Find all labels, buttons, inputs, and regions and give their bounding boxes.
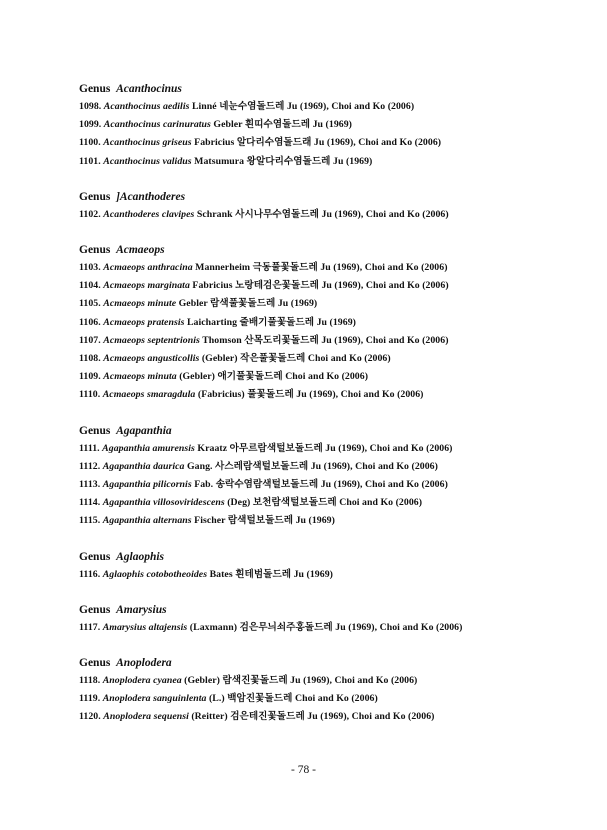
species-name: Aglaophis cotobotheoides <box>102 568 208 580</box>
korean-name: 애기풀꽃돌드레 <box>217 371 283 383</box>
species-author: (Gebler) <box>184 675 220 687</box>
species-name: Acanthocinus validus <box>103 155 192 167</box>
species-author: Laicharting <box>186 316 238 328</box>
species-author: Mannerheim <box>195 262 251 274</box>
entry-number: 1114. <box>79 497 101 509</box>
genus-name: Agapanthia <box>116 424 172 437</box>
genus-name: Anoplodera <box>116 657 172 670</box>
species-entry <box>79 476 589 494</box>
species-author: Fischer <box>194 515 226 527</box>
korean-name: 왕알다리수염돌드레 <box>246 155 331 167</box>
entry-references: Ju (1969), Choi and Ko (2006) <box>307 711 435 723</box>
entry-references: Choi and Ko (2006) <box>294 693 378 705</box>
species-author: Bates <box>209 568 233 580</box>
entry-number: 1108. <box>79 353 101 365</box>
genus-heading <box>79 422 589 440</box>
entry-number: 1103. <box>79 262 101 274</box>
species-entry <box>79 295 589 313</box>
entry-references: Ju (1969), Choi and Ko (2006) <box>313 137 442 149</box>
species-name: Acmaeops anthracina <box>103 262 193 274</box>
genus-label: Genus <box>79 657 111 670</box>
genus-heading <box>79 241 589 259</box>
species-entry <box>79 350 589 368</box>
group-spacer <box>79 405 589 422</box>
species-author: (L.) <box>209 693 225 705</box>
genus-label: Genus <box>79 550 111 563</box>
species-entry <box>79 458 589 476</box>
species-entry <box>79 512 589 530</box>
species-author: (Gebler) <box>201 353 238 365</box>
species-author: (Gebler) <box>179 371 215 383</box>
genus-name: Aglaophis <box>116 550 165 563</box>
korean-name: 검은테진꽃돌드레 <box>230 711 305 723</box>
species-entry <box>79 494 589 512</box>
entry-references: Ju (1969) <box>333 155 373 167</box>
species-author: Gebler <box>213 119 243 131</box>
species-name: Acanthoderes clavipes <box>103 208 195 220</box>
genus-name: Acanthocinus <box>116 83 182 95</box>
species-entry <box>79 134 589 152</box>
species-name: Acmaeops pratensis <box>103 316 185 328</box>
entry-number: 1106. <box>79 316 101 328</box>
korean-name: 네눈수염돌드레 <box>219 101 285 112</box>
korean-name: 풀꽃돌드레 <box>247 389 294 401</box>
species-name: Agapanthia villosoviridescens <box>102 497 225 509</box>
species-author: Matsumura <box>194 155 245 167</box>
species-author: (Deg) <box>227 497 251 509</box>
species-entry <box>79 440 589 458</box>
entry-references: Ju (1969), Choi and Ko (2006) <box>335 621 463 633</box>
species-list <box>79 80 589 727</box>
entry-references: Ju (1969), Choi and Ko (2006) <box>296 389 424 401</box>
entry-references: Choi and Ko (2006) <box>285 371 369 383</box>
species-name: Acmaeops marginata <box>103 280 190 292</box>
species-author: Linné <box>191 101 217 112</box>
species-name: Acanthocinus aedilis <box>103 101 190 112</box>
species-entry <box>79 708 589 726</box>
entry-references: Ju (1969) <box>295 515 335 527</box>
korean-name: 작은풀꽃돌드레 <box>240 353 306 365</box>
species-name: Agapanthia pilicornis <box>102 479 192 491</box>
species-name: Anoplodera sanguinlenta <box>102 693 207 705</box>
entry-number: 1109. <box>79 371 101 383</box>
species-name: Acanthocinus griseus <box>103 137 192 149</box>
genus-label: Genus <box>79 603 111 616</box>
genus-heading <box>79 548 589 566</box>
species-entry <box>79 259 589 277</box>
species-name: Agapanthia alternans <box>102 515 192 527</box>
species-entry <box>79 153 589 171</box>
entry-number: 1098. <box>79 101 102 112</box>
entry-references: Ju (1969), Choi and Ko (2006) <box>325 442 453 454</box>
entry-references: Ju (1969), Choi and Ko (2006) <box>310 460 438 472</box>
entry-number: 1116. <box>79 568 101 580</box>
genus-label: Genus <box>79 424 111 437</box>
entry-references: Ju (1969), Choi and Ko (2006) <box>286 101 415 112</box>
entry-number: 1107. <box>79 334 101 346</box>
entry-number: 1119. <box>79 693 101 705</box>
entry-number: 1099. <box>79 119 102 131</box>
korean-name: 노랑테검은꽃돌드레 <box>235 280 319 292</box>
group-spacer <box>79 637 589 654</box>
genus-heading <box>79 601 589 619</box>
species-author: Gebler <box>178 298 208 310</box>
korean-name: 흰띠수염돌드레 <box>244 119 311 131</box>
entry-number: 1105. <box>79 298 101 310</box>
korean-name: 보천람색털보돌드레 <box>252 497 337 509</box>
genus-label: Genus <box>79 83 111 95</box>
species-author: Fabricius <box>192 280 233 292</box>
species-author: Thomson <box>202 334 242 346</box>
korean-name: 사시나무수염돌드레 <box>235 208 319 220</box>
korean-name: 람색풀꽃돌드레 <box>210 298 276 310</box>
korean-name: 알다리수염돌드래 <box>236 137 312 149</box>
species-author: (Reitter) <box>191 711 228 723</box>
species-name: Anoplodera sequensi <box>103 711 189 723</box>
entry-references: Ju (1969) <box>312 119 352 131</box>
korean-name: 송락수염람색털보돌드레 <box>215 479 319 491</box>
species-entry <box>79 386 589 404</box>
korean-name: 람색진꽃돌드레 <box>222 675 288 687</box>
korean-name: 백암진꽃돌드레 <box>227 693 293 705</box>
entry-references: Ju (1969), Choi and Ko (2006) <box>320 479 448 491</box>
species-author: Fab. <box>194 479 214 491</box>
korean-name: 아무르람색털보돌드레 <box>229 442 323 454</box>
species-entry <box>79 314 589 332</box>
korean-name: 산목도리꽃돌드레 <box>244 334 319 346</box>
species-name: Agapanthia daurica <box>102 460 185 472</box>
group-spacer <box>79 584 589 601</box>
entry-references: Ju (1969) <box>277 298 318 310</box>
species-entry <box>79 368 589 386</box>
entry-number: 1120. <box>79 711 101 723</box>
entry-references: Ju (1969), Choi and Ko (2006) <box>321 280 449 292</box>
species-name: Amarysius altajensis <box>102 621 188 633</box>
genus-heading <box>79 654 589 672</box>
species-author: Gang. <box>186 460 213 472</box>
species-entry <box>79 98 589 116</box>
entry-references: Choi and Ko (2006) <box>307 353 391 365</box>
species-name: Acmaeops minuta <box>103 371 177 383</box>
species-author: (Laxmann) <box>189 621 238 633</box>
species-name: Anoplodera cyanea <box>102 675 182 687</box>
species-entry <box>79 116 589 134</box>
entry-references: Choi and Ko (2006) <box>339 497 423 509</box>
entry-references: Ju (1969), Choi and Ko (2006) <box>321 334 449 346</box>
korean-name: 줄배기풀꽃돌드레 <box>239 316 315 328</box>
genus-label: Genus <box>79 190 111 203</box>
species-entry <box>79 206 589 224</box>
genus-name: Amarysius <box>116 603 167 616</box>
species-entry <box>79 332 589 350</box>
species-name: Acmaeops minute <box>103 298 177 310</box>
entry-references: Ju (1969), Choi and Ko (2006) <box>320 262 448 274</box>
entry-references: Ju (1969), Choi and Ko (2006) <box>290 675 418 687</box>
genus-heading <box>79 80 589 98</box>
genus-name: ]Acanthoderes <box>116 190 186 203</box>
species-author: (Fabricius) <box>197 389 245 401</box>
species-entry <box>79 619 589 637</box>
genus-heading <box>79 188 589 206</box>
korean-name: 검은무늬쇠주홍돌드레 <box>239 621 333 633</box>
group-spacer <box>79 224 589 241</box>
species-entry <box>79 566 589 584</box>
species-author: Fabricius <box>194 137 235 149</box>
species-author: Schrank <box>196 208 233 220</box>
entry-number: 1112. <box>79 460 101 472</box>
korean-name: 람색털보돌드레 <box>227 515 294 527</box>
genus-label: Genus <box>79 244 111 257</box>
species-name: Acmaeops smaragdula <box>102 389 196 401</box>
group-spacer <box>79 171 589 188</box>
species-entry <box>79 690 589 708</box>
species-entry <box>79 672 589 690</box>
species-author: Kraatz <box>197 442 228 454</box>
entry-number: 1115. <box>79 515 101 527</box>
entry-number: 1118. <box>79 675 101 687</box>
species-name: Acmaeops angusticollis <box>103 353 200 365</box>
entry-number: 1100. <box>79 137 101 149</box>
entry-number: 1111. <box>79 442 100 454</box>
entry-number: 1104. <box>79 280 101 292</box>
entry-number: 1102. <box>79 208 101 220</box>
korean-name: 흰테범돌드레 <box>235 568 292 580</box>
entry-references: Ju (1969), Choi and Ko (2006) <box>321 208 449 220</box>
species-name: Acmaeops septentrionis <box>103 334 200 346</box>
genus-name: Acmaeops <box>116 244 165 257</box>
entry-number: 1110. <box>79 389 101 401</box>
entry-number: 1101. <box>79 155 101 167</box>
species-entry <box>79 277 589 295</box>
species-name: Acanthocinus carinuratus <box>103 119 211 131</box>
group-spacer <box>79 531 589 548</box>
entry-references: Ju (1969) <box>316 316 356 328</box>
page-number: - 78 - <box>291 764 316 776</box>
species-name: Agapanthia amurensis <box>102 442 195 454</box>
korean-name: 사스레람색털보돌드레 <box>215 460 309 472</box>
entry-references: Ju (1969) <box>293 568 333 580</box>
entry-number: 1117. <box>79 621 101 633</box>
korean-name: 극동풀꽃돌드레 <box>252 262 318 274</box>
entry-number: 1113. <box>79 479 101 491</box>
